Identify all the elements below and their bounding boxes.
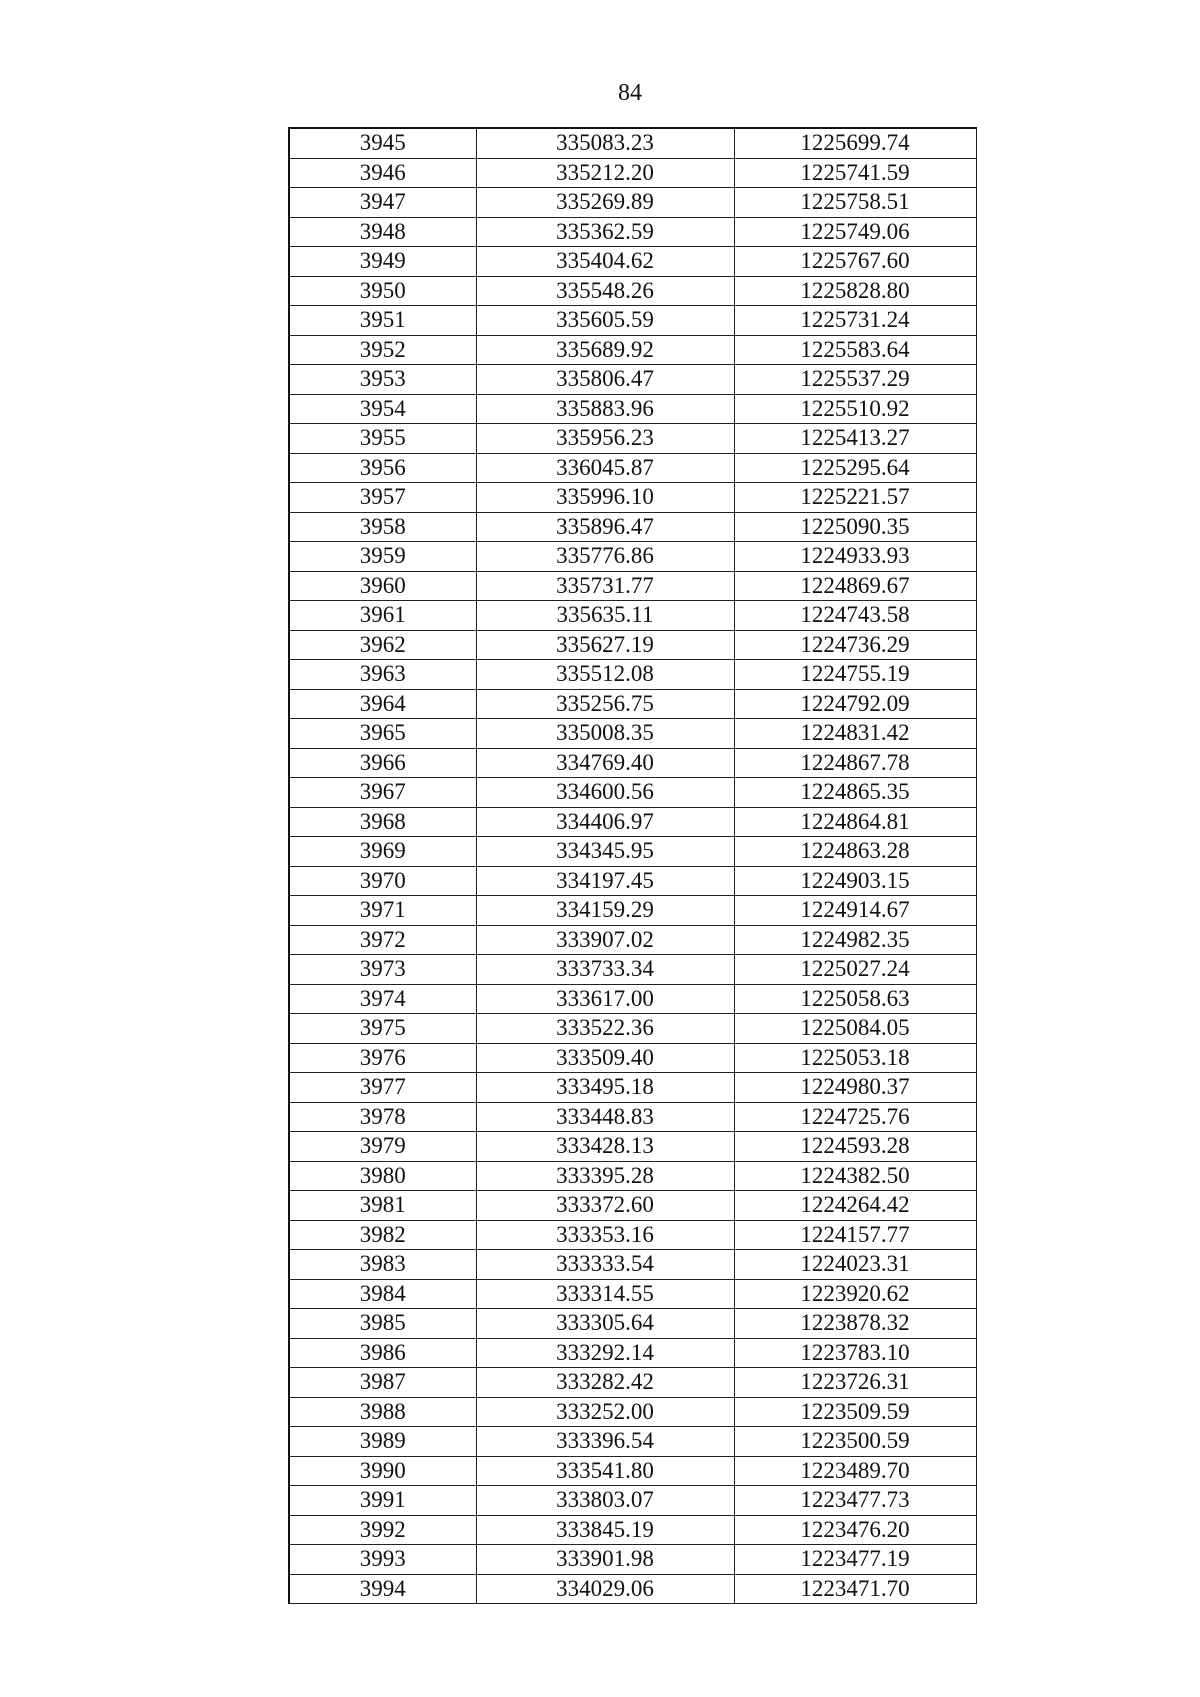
- table-row: [289, 306, 976, 336]
- x-coordinate-cell: 335212.20: [476, 158, 734, 188]
- table-row: [289, 1220, 976, 1250]
- y-coordinate-cell: 1225221.57: [734, 483, 976, 513]
- y-coordinate-cell: 1224982.35: [734, 925, 976, 955]
- point-number-cell: 3947: [289, 188, 476, 218]
- point-number-cell: 3955: [289, 424, 476, 454]
- y-coordinate-cell: 1225767.60: [734, 247, 976, 277]
- table-row: [289, 1014, 976, 1044]
- point-number-cell: 3957: [289, 483, 476, 513]
- point-number-cell: 3984: [289, 1279, 476, 1309]
- table-row: [289, 630, 976, 660]
- table-row: [289, 365, 976, 395]
- x-coordinate-cell: 333509.40: [476, 1043, 734, 1073]
- table-row: [289, 1309, 976, 1339]
- y-coordinate-cell: 1224264.42: [734, 1191, 976, 1221]
- table-row: [289, 483, 976, 513]
- y-coordinate-cell: 1224863.28: [734, 837, 976, 867]
- table-row: [289, 719, 976, 749]
- point-number-cell: 3964: [289, 689, 476, 719]
- x-coordinate-cell: 335883.96: [476, 394, 734, 424]
- y-coordinate-cell: 1224831.42: [734, 719, 976, 749]
- point-number-cell: 3973: [289, 955, 476, 985]
- table-row: [289, 1338, 976, 1368]
- point-number-cell: 3990: [289, 1456, 476, 1486]
- y-coordinate-cell: 1225058.63: [734, 984, 976, 1014]
- x-coordinate-cell: 335776.86: [476, 542, 734, 572]
- table-row: [289, 1191, 976, 1221]
- table-row: [289, 1073, 976, 1103]
- table-row: [289, 1456, 976, 1486]
- y-coordinate-cell: 1225583.64: [734, 335, 976, 365]
- x-coordinate-cell: 334406.97: [476, 807, 734, 837]
- y-coordinate-cell: 1224865.35: [734, 778, 976, 808]
- x-coordinate-cell: 333428.13: [476, 1132, 734, 1162]
- y-coordinate-cell: 1225510.92: [734, 394, 976, 424]
- point-number-cell: 3960: [289, 571, 476, 601]
- point-number-cell: 3983: [289, 1250, 476, 1280]
- table-row: [289, 896, 976, 926]
- y-coordinate-cell: 1224593.28: [734, 1132, 976, 1162]
- table-row: [289, 335, 976, 365]
- x-coordinate-cell: 334029.06: [476, 1574, 734, 1604]
- point-number-cell: 3971: [289, 896, 476, 926]
- table-row: [289, 837, 976, 867]
- y-coordinate-cell: 1225758.51: [734, 188, 976, 218]
- table-row: [289, 1545, 976, 1575]
- x-coordinate-cell: 335548.26: [476, 276, 734, 306]
- table-row: [289, 128, 976, 158]
- coordinate-table: [288, 127, 977, 1604]
- point-number-cell: 3961: [289, 601, 476, 631]
- table-row: [289, 276, 976, 306]
- y-coordinate-cell: 1224157.77: [734, 1220, 976, 1250]
- point-number-cell: 3959: [289, 542, 476, 572]
- table-row: [289, 984, 976, 1014]
- y-coordinate-cell: 1224903.15: [734, 866, 976, 896]
- table-row: [289, 1102, 976, 1132]
- point-number-cell: 3989: [289, 1427, 476, 1457]
- x-coordinate-cell: 335512.08: [476, 660, 734, 690]
- table-row: [289, 689, 976, 719]
- table-row: [289, 542, 976, 572]
- y-coordinate-cell: 1224933.93: [734, 542, 976, 572]
- table-row: [289, 866, 976, 896]
- table-row: [289, 424, 976, 454]
- table-row: [289, 158, 976, 188]
- y-coordinate-cell: 1224867.78: [734, 748, 976, 778]
- table-row: [289, 394, 976, 424]
- y-coordinate-cell: 1225699.74: [734, 128, 976, 158]
- x-coordinate-cell: 335956.23: [476, 424, 734, 454]
- point-number-cell: 3958: [289, 512, 476, 542]
- point-number-cell: 3985: [289, 1309, 476, 1339]
- y-coordinate-cell: 1225749.06: [734, 217, 976, 247]
- x-coordinate-cell: 333305.64: [476, 1309, 734, 1339]
- y-coordinate-cell: 1225090.35: [734, 512, 976, 542]
- x-coordinate-cell: 335083.23: [476, 128, 734, 158]
- table-row: [289, 748, 976, 778]
- x-coordinate-cell: 333372.60: [476, 1191, 734, 1221]
- table-row: [289, 1368, 976, 1398]
- x-coordinate-cell: 334345.95: [476, 837, 734, 867]
- table-row: [289, 188, 976, 218]
- y-coordinate-cell: 1223471.70: [734, 1574, 976, 1604]
- x-coordinate-cell: 335269.89: [476, 188, 734, 218]
- point-number-cell: 3992: [289, 1515, 476, 1545]
- point-number-cell: 3975: [289, 1014, 476, 1044]
- table-row: [289, 601, 976, 631]
- x-coordinate-cell: 335627.19: [476, 630, 734, 660]
- point-number-cell: 3948: [289, 217, 476, 247]
- point-number-cell: 3945: [289, 128, 476, 158]
- point-number-cell: 3994: [289, 1574, 476, 1604]
- table-row: [289, 807, 976, 837]
- y-coordinate-cell: 1224864.81: [734, 807, 976, 837]
- page-number: 84: [618, 80, 642, 106]
- x-coordinate-cell: 333314.55: [476, 1279, 734, 1309]
- x-coordinate-cell: 335896.47: [476, 512, 734, 542]
- point-number-cell: 3967: [289, 778, 476, 808]
- point-number-cell: 3953: [289, 365, 476, 395]
- y-coordinate-cell: 1224792.09: [734, 689, 976, 719]
- x-coordinate-cell: 334769.40: [476, 748, 734, 778]
- x-coordinate-cell: 333396.54: [476, 1427, 734, 1457]
- table-row: [289, 217, 976, 247]
- table-row: [289, 247, 976, 277]
- point-number-cell: 3965: [289, 719, 476, 749]
- x-coordinate-cell: 333282.42: [476, 1368, 734, 1398]
- point-number-cell: 3980: [289, 1161, 476, 1191]
- table-row: [289, 1427, 976, 1457]
- y-coordinate-cell: 1225828.80: [734, 276, 976, 306]
- point-number-cell: 3978: [289, 1102, 476, 1132]
- x-coordinate-cell: 335806.47: [476, 365, 734, 395]
- x-coordinate-cell: 333495.18: [476, 1073, 734, 1103]
- x-coordinate-cell: 335008.35: [476, 719, 734, 749]
- x-coordinate-cell: 335996.10: [476, 483, 734, 513]
- point-number-cell: 3962: [289, 630, 476, 660]
- point-number-cell: 3968: [289, 807, 476, 837]
- table-row: [289, 453, 976, 483]
- point-number-cell: 3986: [289, 1338, 476, 1368]
- table-row: [289, 1397, 976, 1427]
- y-coordinate-cell: 1224755.19: [734, 660, 976, 690]
- y-coordinate-cell: 1223476.20: [734, 1515, 976, 1545]
- point-number-cell: 3954: [289, 394, 476, 424]
- point-number-cell: 3970: [289, 866, 476, 896]
- point-number-cell: 3950: [289, 276, 476, 306]
- y-coordinate-cell: 1223477.73: [734, 1486, 976, 1516]
- y-coordinate-cell: 1225027.24: [734, 955, 976, 985]
- x-coordinate-cell: 335404.62: [476, 247, 734, 277]
- x-coordinate-cell: 333252.00: [476, 1397, 734, 1427]
- y-coordinate-cell: 1225295.64: [734, 453, 976, 483]
- point-number-cell: 3963: [289, 660, 476, 690]
- point-number-cell: 3949: [289, 247, 476, 277]
- x-coordinate-cell: 333448.83: [476, 1102, 734, 1132]
- table-row: [289, 1250, 976, 1280]
- table-row: [289, 955, 976, 985]
- x-coordinate-cell: 333845.19: [476, 1515, 734, 1545]
- y-coordinate-cell: 1223489.70: [734, 1456, 976, 1486]
- x-coordinate-cell: 335635.11: [476, 601, 734, 631]
- y-coordinate-cell: 1223477.19: [734, 1545, 976, 1575]
- point-number-cell: 3946: [289, 158, 476, 188]
- table-row: [289, 512, 976, 542]
- table-row: [289, 1574, 976, 1604]
- y-coordinate-cell: 1225731.24: [734, 306, 976, 336]
- x-coordinate-cell: 335605.59: [476, 306, 734, 336]
- y-coordinate-cell: 1224382.50: [734, 1161, 976, 1191]
- point-number-cell: 3993: [289, 1545, 476, 1575]
- x-coordinate-cell: 334600.56: [476, 778, 734, 808]
- table-row: [289, 1043, 976, 1073]
- point-number-cell: 3988: [289, 1397, 476, 1427]
- point-number-cell: 3976: [289, 1043, 476, 1073]
- table-row: [289, 1132, 976, 1162]
- table-row: [289, 1161, 976, 1191]
- point-number-cell: 3972: [289, 925, 476, 955]
- x-coordinate-cell: 333907.02: [476, 925, 734, 955]
- x-coordinate-cell: 333395.28: [476, 1161, 734, 1191]
- x-coordinate-cell: 335689.92: [476, 335, 734, 365]
- x-coordinate-cell: 333733.34: [476, 955, 734, 985]
- table-row: [289, 925, 976, 955]
- x-coordinate-cell: 336045.87: [476, 453, 734, 483]
- y-coordinate-cell: 1225053.18: [734, 1043, 976, 1073]
- point-number-cell: 3981: [289, 1191, 476, 1221]
- y-coordinate-cell: 1225084.05: [734, 1014, 976, 1044]
- point-number-cell: 3979: [289, 1132, 476, 1162]
- y-coordinate-cell: 1223878.32: [734, 1309, 976, 1339]
- x-coordinate-cell: 335731.77: [476, 571, 734, 601]
- point-number-cell: 3951: [289, 306, 476, 336]
- y-coordinate-cell: 1223920.62: [734, 1279, 976, 1309]
- y-coordinate-cell: 1224023.31: [734, 1250, 976, 1280]
- x-coordinate-cell: 333541.80: [476, 1456, 734, 1486]
- y-coordinate-cell: 1223783.10: [734, 1338, 976, 1368]
- table-row: [289, 778, 976, 808]
- table-row: [289, 1486, 976, 1516]
- x-coordinate-cell: 333353.16: [476, 1220, 734, 1250]
- y-coordinate-cell: 1223726.31: [734, 1368, 976, 1398]
- x-coordinate-cell: 333617.00: [476, 984, 734, 1014]
- point-number-cell: 3969: [289, 837, 476, 867]
- point-number-cell: 3982: [289, 1220, 476, 1250]
- point-number-cell: 3974: [289, 984, 476, 1014]
- x-coordinate-cell: 335256.75: [476, 689, 734, 719]
- y-coordinate-cell: 1224736.29: [734, 630, 976, 660]
- y-coordinate-cell: 1225537.29: [734, 365, 976, 395]
- x-coordinate-cell: 333803.07: [476, 1486, 734, 1516]
- x-coordinate-cell: 334197.45: [476, 866, 734, 896]
- point-number-cell: 3952: [289, 335, 476, 365]
- x-coordinate-cell: 333333.54: [476, 1250, 734, 1280]
- y-coordinate-cell: 1225741.59: [734, 158, 976, 188]
- x-coordinate-cell: 333522.36: [476, 1014, 734, 1044]
- table-row: [289, 660, 976, 690]
- table-row: [289, 1279, 976, 1309]
- point-number-cell: 3991: [289, 1486, 476, 1516]
- point-number-cell: 3966: [289, 748, 476, 778]
- table-row: [289, 1515, 976, 1545]
- y-coordinate-cell: 1223500.59: [734, 1427, 976, 1457]
- y-coordinate-cell: 1223509.59: [734, 1397, 976, 1427]
- x-coordinate-cell: 333292.14: [476, 1338, 734, 1368]
- table-row: [289, 571, 976, 601]
- y-coordinate-cell: 1224725.76: [734, 1102, 976, 1132]
- point-number-cell: 3956: [289, 453, 476, 483]
- y-coordinate-cell: 1225413.27: [734, 424, 976, 454]
- x-coordinate-cell: 335362.59: [476, 217, 734, 247]
- y-coordinate-cell: 1224869.67: [734, 571, 976, 601]
- x-coordinate-cell: 333901.98: [476, 1545, 734, 1575]
- x-coordinate-cell: 334159.29: [476, 896, 734, 926]
- y-coordinate-cell: 1224980.37: [734, 1073, 976, 1103]
- point-number-cell: 3977: [289, 1073, 476, 1103]
- coordinate-table-body: [289, 128, 976, 1604]
- y-coordinate-cell: 1224914.67: [734, 896, 976, 926]
- point-number-cell: 3987: [289, 1368, 476, 1398]
- y-coordinate-cell: 1224743.58: [734, 601, 976, 631]
